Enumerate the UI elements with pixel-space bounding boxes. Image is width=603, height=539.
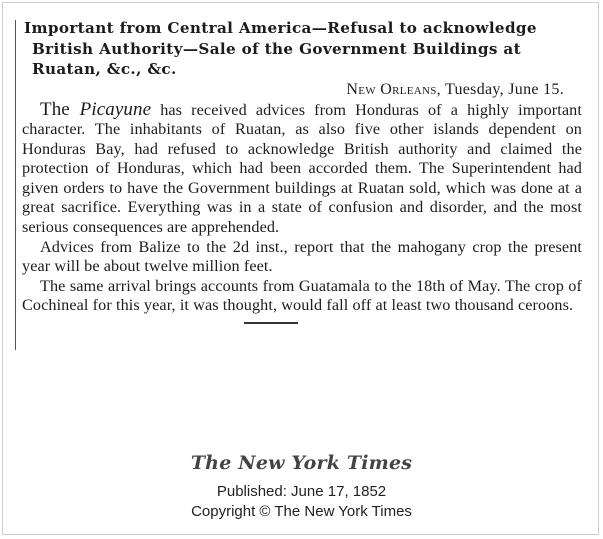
- article-headline: Important from Central America—Refusal to acknowledge British Authority—Sale of the Government Buildings at Ruatan, &c., &c.: [24, 19, 537, 78]
- paragraph-1-text: has received advices from Honduras of a highly important character. The inhabitants of Ruatan, as also five other islands dependent on Honduras Bay, had refused to acknowledge British authority and claimed the protection of Honduras, which had been accorded them. The Superintendent had given orders to have the Government buildings at Ruatan sold, which was done at a great sacrifice. Everything was in a state of confusion and disorder, and the most serious consequences are apprehended.: [22, 100, 582, 237]
- paragraph-2: Advices from Balize to the 2d inst., report that the mahogany crop the present year will be about twelve million feet.: [22, 237, 582, 276]
- dateline-date: , Tuesday, June 15.: [436, 80, 564, 98]
- paragraph-1: [22, 100, 582, 238]
- copyright-notice: Copyright © The New York Times: [191, 503, 412, 520]
- article-end-rule: [244, 322, 298, 324]
- paragraph-3: The same arrival brings accounts from Guatamala to the 18th of May. The crop of Cochineal for this year, it was thought, would fall off at least two thousand ceroons.: [22, 276, 582, 315]
- column-rule: [15, 20, 16, 350]
- footer: [0, 452, 603, 522]
- dateline-place: New Orleans: [346, 80, 437, 98]
- published-date: Published: June 17, 1852: [216, 483, 387, 500]
- article-body: [22, 100, 582, 317]
- article-dateline: [22, 80, 582, 100]
- nyt-masthead-logo: The New York Times: [190, 452, 413, 474]
- publication-name: Picayune: [79, 98, 152, 120]
- article-clipping: [22, 18, 582, 324]
- paragraph-1-lead: The: [40, 98, 80, 120]
